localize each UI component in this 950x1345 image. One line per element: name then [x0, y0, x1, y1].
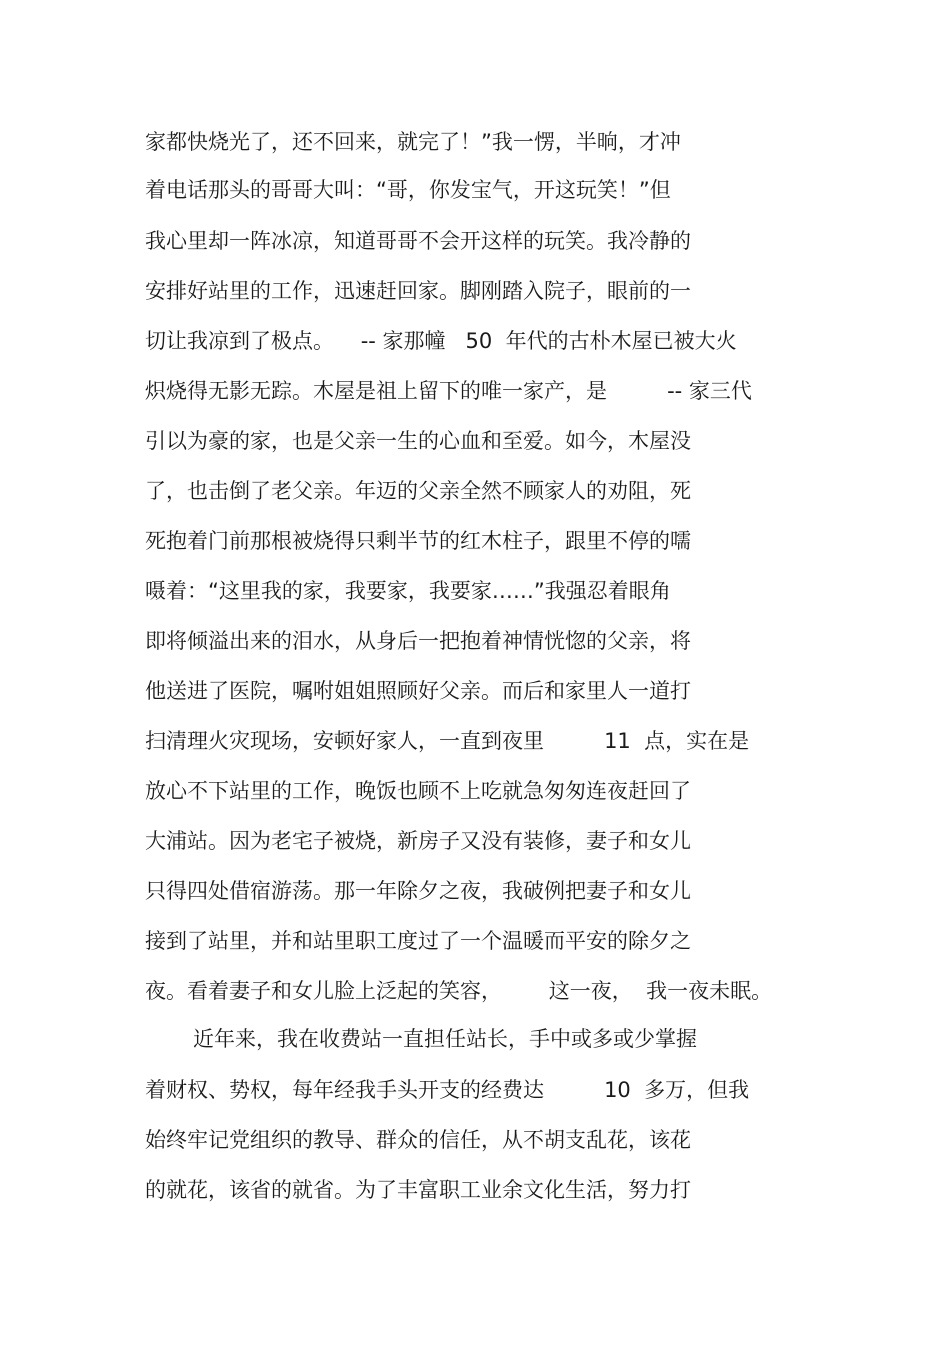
- text-line: 扫清理火灾现场，安顿好家人，一直到夜里 11 点，实在是: [145, 729, 750, 753]
- text-line: 了，也击倒了老父亲。年迈的父亲全然不顾家人的劝阻，死: [145, 479, 691, 503]
- text-line: 即将倾溢出来的泪水，从身后一把抱着神情恍惚的父亲，将: [145, 629, 691, 653]
- text-line: 接到了站里，并和站里职工度过了一个温暖而平安的除夕之: [145, 929, 691, 953]
- text-line: 切让我凉到了极点。 -- 家那幢 50 年代的古朴木屋已被大火: [145, 329, 737, 353]
- text-line: 家都快烧光了，还不回来，就完了！”我一愣，半晌，才冲: [145, 130, 681, 154]
- text-line: 炽烧得无影无踪。木屋是祖上留下的唯一家产，是 -- 家三代: [145, 379, 752, 403]
- text-line: 死抱着门前那根被烧得只剩半节的红木柱子，跟里不停的嚅: [145, 529, 691, 553]
- text-line: 只得四处借宿游荡。那一年除夕之夜，我破例把妻子和女儿: [145, 879, 691, 903]
- paragraph-first-line: 近年来，我在收费站一直担任站长，手中或多或少掌握: [193, 1027, 697, 1051]
- text-line: 大浦站。因为老宅子被烧，新房子又没有装修，妻子和女儿: [145, 829, 691, 853]
- text-line: 放心不下站里的工作，晚饭也顾不上吃就急匆匆连夜赶回了: [145, 779, 691, 803]
- text-line: 嗫着：“这里我的家，我要家，我要家……”我强忍着眼角: [145, 579, 671, 603]
- text-line: 我心里却一阵冰凉，知道哥哥不会开这样的玩笑。我冷静的: [145, 229, 691, 253]
- text-line: 夜。看着妻子和女儿脸上泛起的笑容， 这一夜， 我一夜未眠。: [145, 979, 773, 1003]
- text-line: 引以为豪的家，也是父亲一生的心血和至爱。如今，木屋没: [145, 429, 691, 453]
- text-line: 始终牢记党组织的教导、群众的信任，从不胡支乱花，该花: [145, 1128, 691, 1152]
- text-line: 安排好站里的工作，迅速赶回家。脚刚踏入院子，眼前的一: [145, 279, 691, 303]
- text-line: 着财权、势权，每年经我手头开支的经费达 10 多万，但我: [145, 1078, 750, 1102]
- text-line: 他送进了医院，嘱咐姐姐照顾好父亲。而后和家里人一道打: [145, 679, 691, 703]
- text-line: 的就花，该省的就省。为了丰富职工业余文化生活，努力打: [145, 1178, 691, 1202]
- text-line: 着电话那头的哥哥大叫：“哥，你发宝气，开这玩笑！”但: [145, 178, 671, 202]
